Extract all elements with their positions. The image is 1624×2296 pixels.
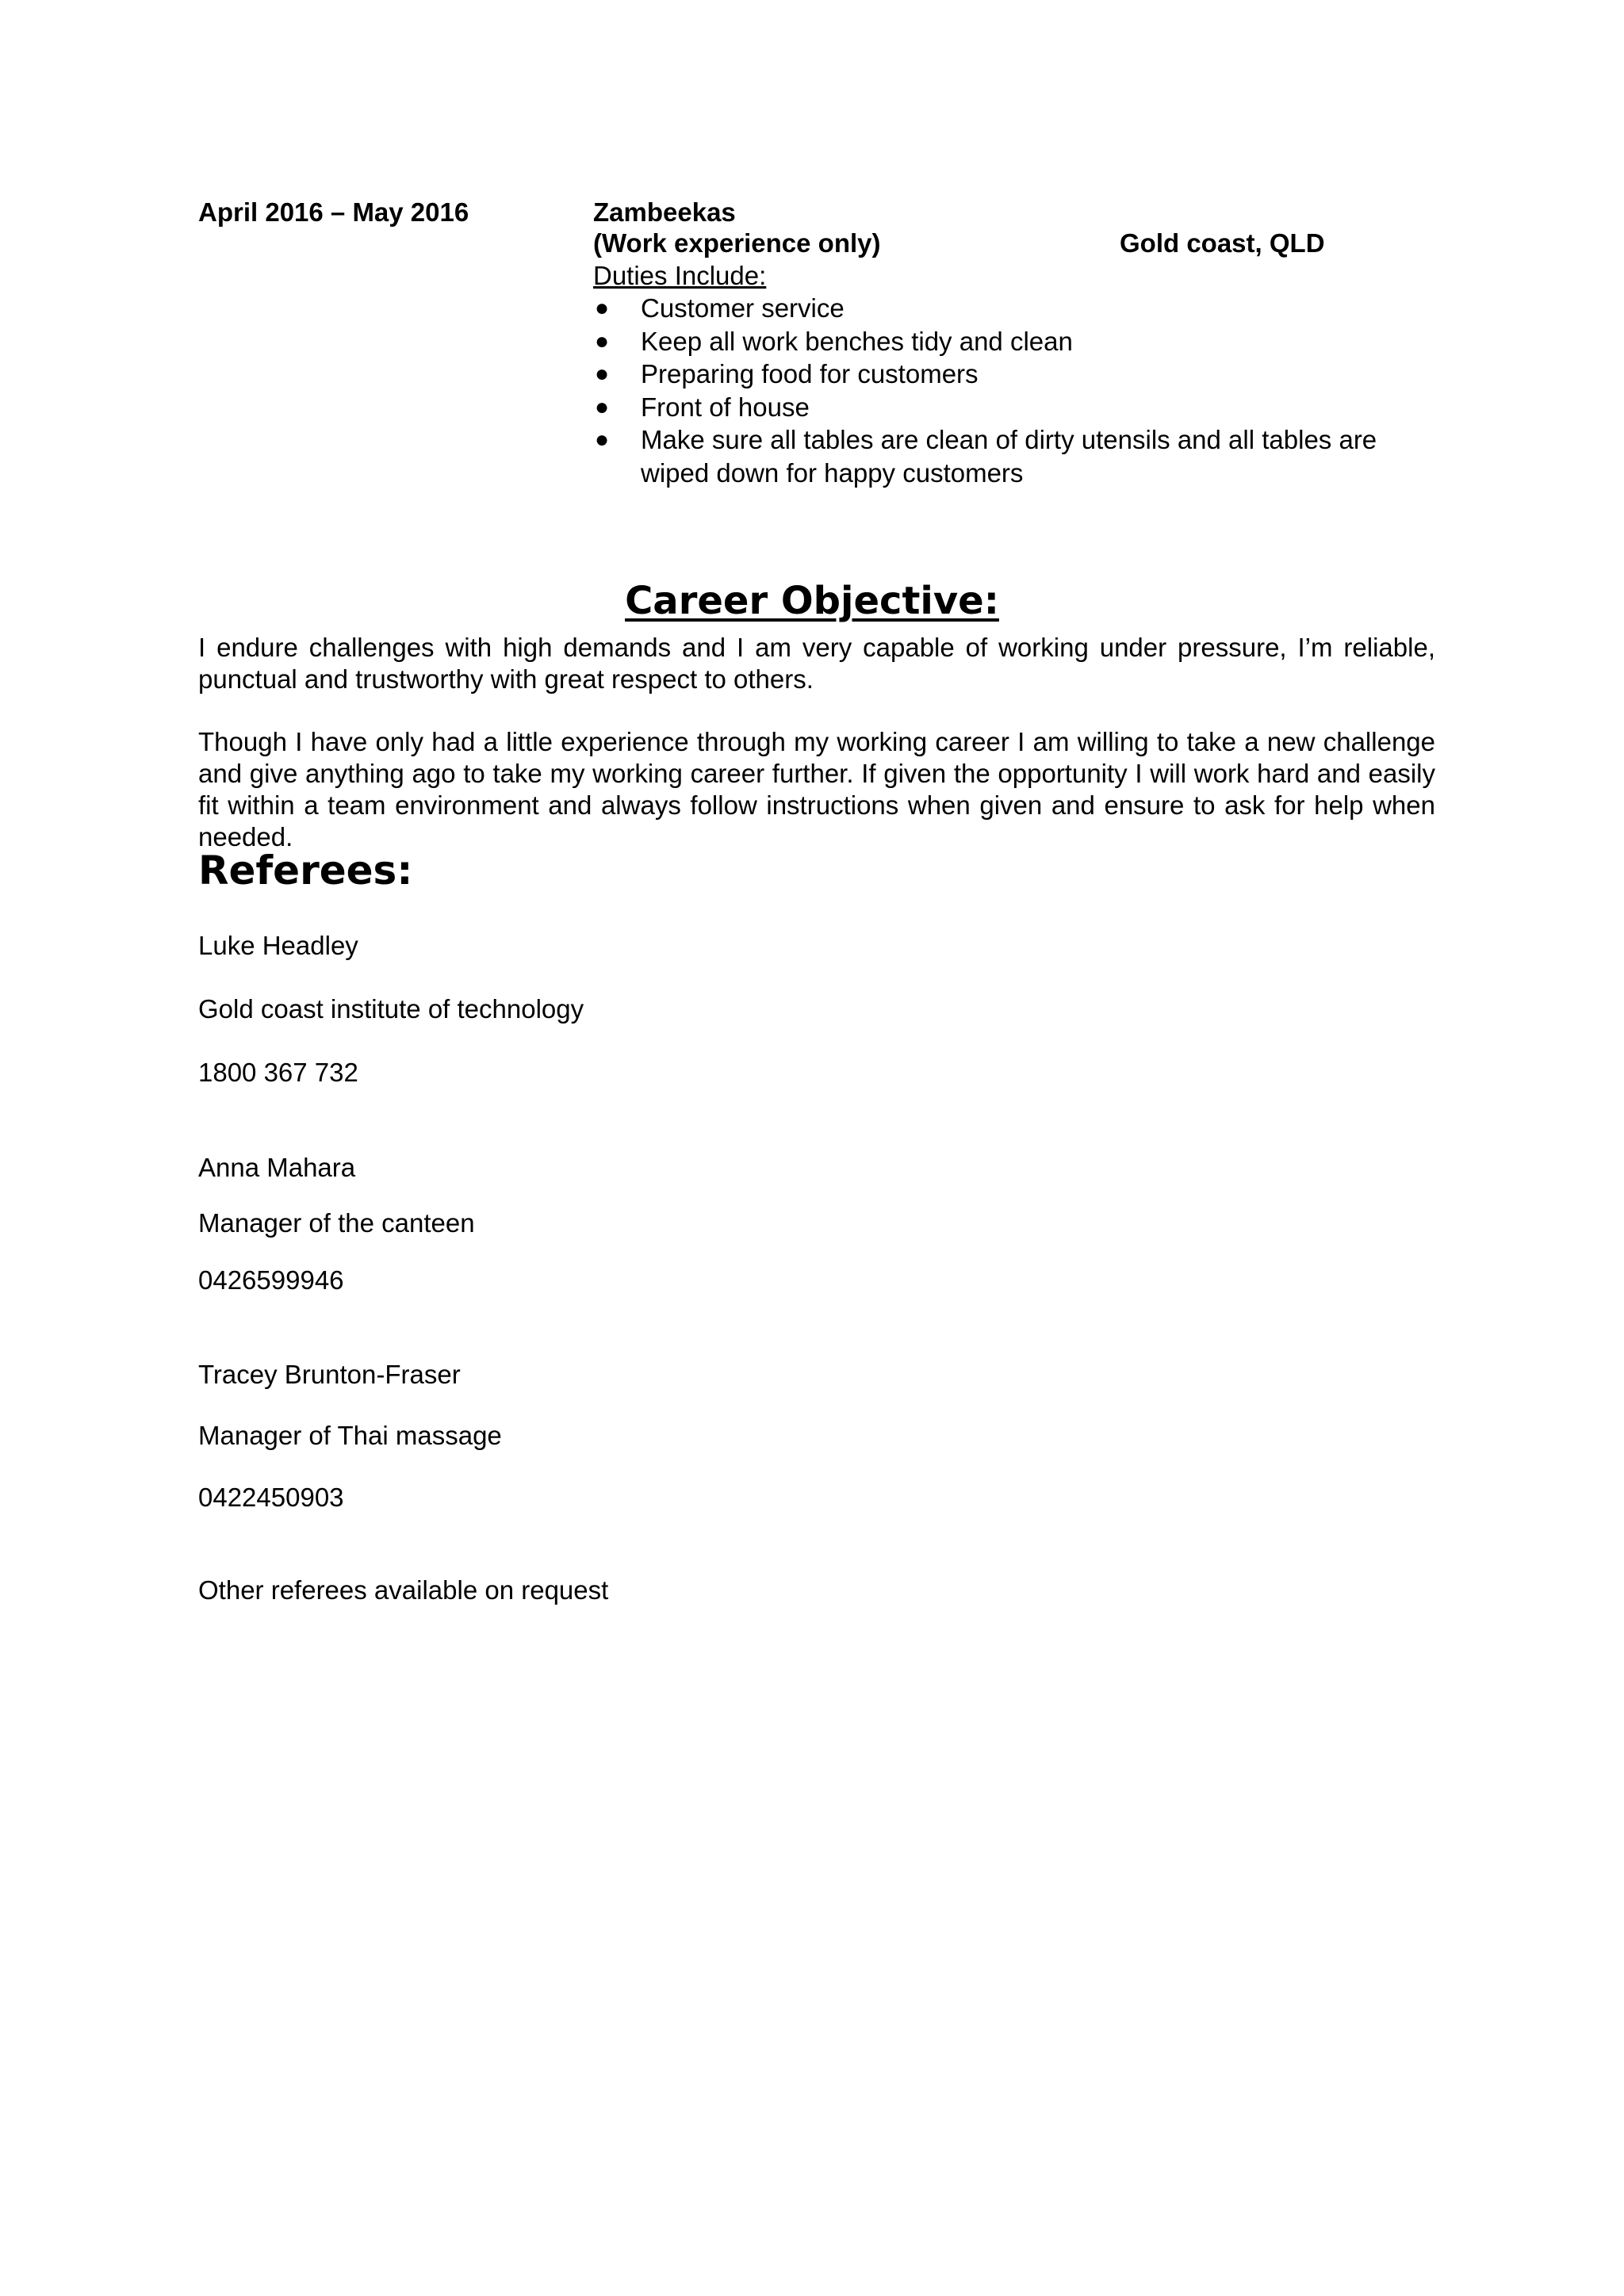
referee-phone: 0426599946 — [198, 1265, 344, 1295]
duty-text: Keep all work benches tidy and clean — [641, 326, 1073, 356]
experience-note: (Work experience only) — [593, 228, 881, 258]
experience-date-range: April 2016 – May 2016 — [198, 197, 469, 227]
list-item — [593, 292, 1434, 325]
referees-heading: Referees: — [198, 848, 413, 894]
referee-name: Anna Mahara — [198, 1153, 356, 1182]
career-objective-heading: Career Objective: — [625, 579, 999, 623]
referee-phone: 1800 367 732 — [198, 1058, 358, 1087]
bullet-icon: ● — [595, 393, 610, 420]
list-item — [593, 391, 1434, 424]
duties-list — [593, 292, 1434, 489]
referee-phone: 0422450903 — [198, 1483, 344, 1512]
career-objective-paragraph-1: I endure challenges with high demands and I am very capable of working under pressure, I’m reliable, punctual and trustworthy with great respect to others. — [198, 633, 1435, 694]
duty-text: Preparing food for customers — [641, 359, 979, 388]
referee-role: Gold coast institute of technology — [198, 994, 584, 1024]
duty-text: Front of house — [641, 392, 810, 422]
experience-employer: Zambeekas — [593, 197, 736, 227]
referee-role: Manager of Thai massage — [198, 1421, 502, 1450]
experience-location: Gold coast, QLD — [1120, 228, 1325, 258]
bullet-icon: ● — [595, 361, 610, 387]
duty-text: Make sure all tables are clean of dirty utensils and all tables are wiped down for happy customers — [641, 425, 1377, 488]
duties-label: Duties Include: — [593, 261, 767, 290]
referee-role: Manager of the canteen — [198, 1208, 475, 1238]
bullet-icon: ● — [595, 295, 610, 321]
referee-name: Tracey Brunton-Fraser — [198, 1360, 461, 1389]
bullet-icon: ● — [595, 427, 610, 453]
career-objective-paragraph-2: Though I have only had a little experience through my working career I am willing to take a new challenge and give anything ago to take my working career further. If given the opportunity I will work hard and easily fit within a team environment and always follow instructions when given and ensure to ask for help when needed. — [198, 727, 1435, 851]
list-item — [593, 358, 1434, 391]
list-item — [593, 325, 1434, 358]
bullet-icon: ● — [595, 327, 610, 354]
referee-name: Luke Headley — [198, 931, 358, 960]
referees-footer-note: Other referees available on request — [198, 1575, 609, 1605]
duty-text: Customer service — [641, 293, 845, 323]
list-item — [593, 423, 1434, 489]
